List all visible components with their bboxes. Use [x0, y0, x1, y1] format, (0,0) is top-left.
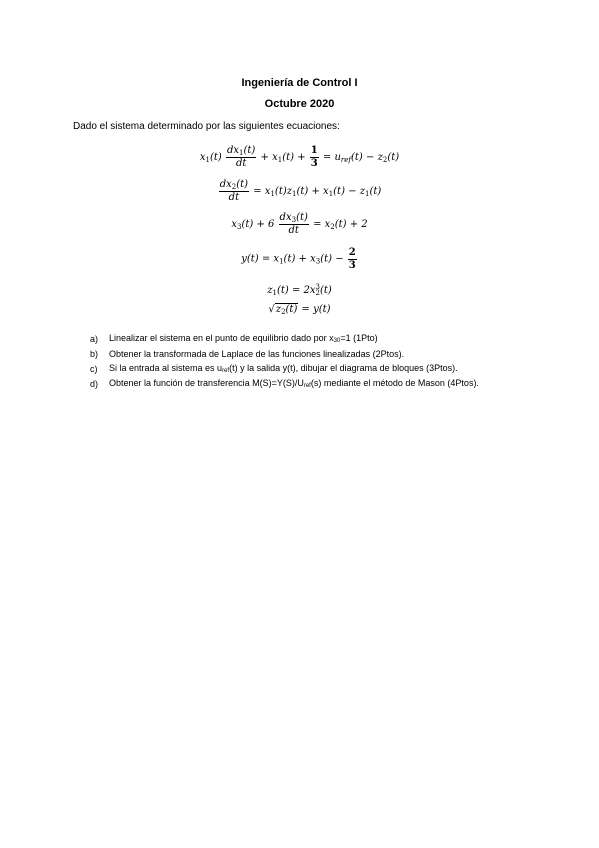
equation-4-constant: $\frac{2}{3}$	[348, 247, 356, 271]
list-item-label: c)	[90, 363, 98, 374]
list-item-text: Si la entrada al sistema es $u_{ref}(t)$ y la salida y(t), dibujar el diagrama de bloques (3Ptos).	[109, 363, 458, 374]
document-date: Octubre 2020	[264, 98, 335, 110]
equation-4: $y(t) = x_1(t) + x_3(t)$ − $\frac{2}{3}$	[241, 247, 356, 271]
list-item-label: d)	[90, 378, 99, 389]
list-item-label: b)	[90, 348, 99, 359]
square-root: $√z_2(t)$	[268, 304, 298, 316]
equation-2: $\frac{dx_2(t)}{dt}$ = $x_1(t)z_1(t) + x_1(t) - z_1(t)$	[219, 179, 382, 204]
list-item-label: a)	[90, 333, 99, 344]
document-title: Ingeniería de Control I	[241, 77, 358, 89]
equation-1: $x_1(t)$ $\frac{dx_1(t)}{dt}$ + $x_1(t)$ + $\frac{1}{3}$ = $u_{ref}(t) - z_2(t)$	[199, 145, 400, 170]
equation-3: $x_3(t) + 6$ $\frac{dx_3(t)}{dt}$ = $x_2(t) + 2$	[231, 212, 368, 237]
equation-1-derivative: $\frac{dx_1(t)}{dt}$	[226, 145, 256, 170]
list-item-text: Obtener la transformada de Laplace de las funciones linealizadas (2Ptos).	[109, 348, 405, 359]
task-list	[90, 331, 479, 391]
list-item	[90, 361, 479, 376]
list-item	[90, 331, 479, 346]
list-item	[90, 346, 479, 361]
list-item	[90, 376, 479, 391]
list-item-text: Obtener la función de transferencia $M(S)=Y(S)/U_{ref}(s)$ mediante el método de Mason (4Ptos).	[109, 378, 479, 389]
list-item-text: Linealizar el sistema en el punto de equilibrio dado por $x_{30}=1$ (1Pto)	[109, 333, 378, 344]
equation-3-derivative: $\frac{dx_3(t)}{dt}$	[279, 212, 308, 237]
equation-5: $z_1(t) = 2x$ 3 2 (t)	[267, 283, 332, 298]
intro-text: Dado el sistema determinado por las siguientes ecuaciones:	[73, 121, 340, 132]
equation-2-derivative: $\frac{dx_2(t)}{dt}$	[219, 179, 249, 204]
equation-1-constant: $\frac{1}{3}$	[310, 145, 318, 169]
equation-6: $√z_2(t) = y(t)$	[268, 304, 331, 316]
